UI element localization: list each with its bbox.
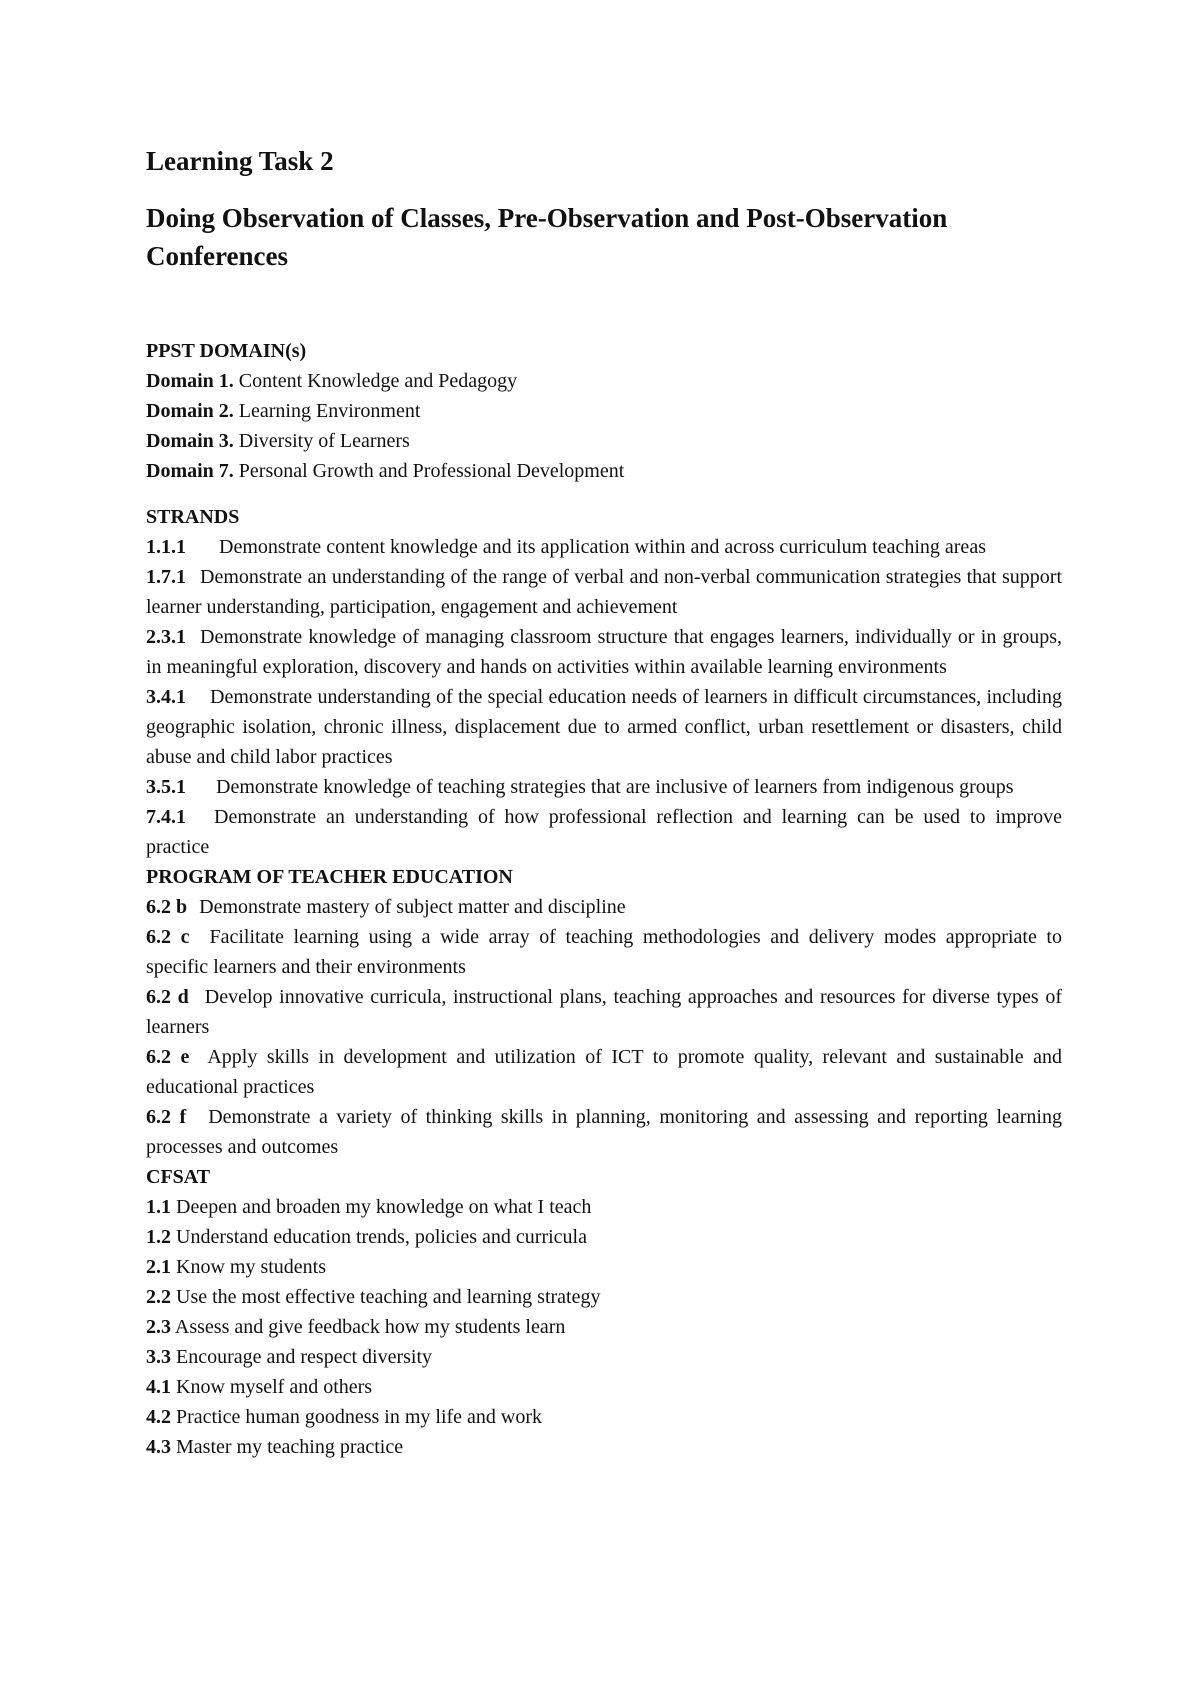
document-body: [146, 336, 1062, 1462]
cfsat-heading: CFSAT: [146, 1166, 211, 1188]
cfsat-item: [146, 1222, 1062, 1252]
cfsat-number: 2.1: [146, 1256, 171, 1278]
cfsat-item: [146, 1402, 1062, 1432]
cfsat-item: [146, 1192, 1062, 1222]
cfsat-number: 4.2: [146, 1406, 171, 1428]
cfsat-number: 1.1: [146, 1196, 171, 1218]
cfsat-number: 4.1: [146, 1376, 171, 1398]
cfsat-item: [146, 1282, 1062, 1312]
cfsat-item: [146, 1342, 1062, 1372]
page-title: Learning Task 2: [146, 146, 334, 176]
cfsat-item: [146, 1432, 1062, 1462]
program-number: 6.2 e: [146, 1046, 190, 1068]
domain-text: Learning Environment: [238, 400, 421, 422]
program-item: [146, 1042, 1062, 1102]
strand-text: Demonstrate knowledge of teaching strategies that are inclusive of learners from indigenous groups: [216, 776, 1014, 798]
cfsat-item: [146, 1312, 1062, 1342]
strand-item: [146, 682, 1062, 772]
cfsat-number: 2.3: [146, 1316, 171, 1338]
cfsat-text: Understand education trends, policies and curricula: [176, 1226, 587, 1248]
strand-number: 3.4.1: [146, 686, 186, 708]
program-number: 6.2 d: [146, 986, 189, 1008]
strand-text: Demonstrate knowledge of managing classroom structure that engages learners, individually or in groups, in meaningful exploration, discovery and hands on activities within available learning environments: [146, 626, 1062, 678]
program-number: 6.2 f: [146, 1106, 187, 1128]
cfsat-item: [146, 1372, 1062, 1402]
strand-number: 2.3.1: [146, 626, 186, 648]
strand-number: 1.7.1: [146, 566, 186, 588]
cfsat-item: [146, 1252, 1062, 1282]
cfsat-text: Encourage and respect diversity: [176, 1346, 433, 1368]
strands-heading: STRANDS: [146, 506, 240, 528]
domain-text: Content Knowledge and Pedagogy: [238, 370, 518, 392]
program-heading: PROGRAM OF TEACHER EDUCATION: [146, 866, 513, 888]
cfsat-text: Deepen and broaden my knowledge on what I teach: [176, 1196, 592, 1218]
cfsat-text: Assess and give feedback how my students learn: [174, 1316, 566, 1338]
cfsat-text: Use the most effective teaching and learning strategy: [176, 1286, 601, 1308]
domain-text: Diversity of Learners: [238, 430, 410, 452]
program-item: [146, 922, 1062, 982]
program-number: 6.2 c: [146, 926, 190, 948]
program-item: [146, 1102, 1062, 1162]
strand-number: 3.5.1: [146, 776, 186, 798]
strand-text: Demonstrate an understanding of the range of verbal and non-verbal communication strategies that support learner understanding, participation, engagement and achievement: [146, 566, 1062, 618]
strand-item: [146, 532, 1062, 562]
strand-number: 7.4.1: [146, 806, 186, 828]
strand-number: 1.1.1: [146, 536, 186, 558]
strand-item: [146, 562, 1062, 622]
program-text: Demonstrate mastery of subject matter and discipline: [199, 896, 626, 918]
domain-item: [146, 366, 1062, 396]
cfsat-number: 2.2: [146, 1286, 171, 1308]
strand-item: [146, 802, 1062, 862]
program-text: Develop innovative curricula, instructional plans, teaching approaches and resources for diverse types of learners: [146, 986, 1063, 1038]
strand-item: [146, 772, 1062, 802]
cfsat-text: Know my students: [176, 1256, 326, 1278]
cfsat-text: Master my teaching practice: [176, 1436, 404, 1458]
domain-label: Domain 2.: [146, 400, 234, 422]
cfsat-text: Practice human goodness in my life and work: [176, 1406, 543, 1428]
strand-text: Demonstrate content knowledge and its application within and across curriculum teaching areas: [219, 536, 986, 558]
domain-label: Domain 3.: [146, 430, 234, 452]
domain-label: Domain 7.: [146, 460, 234, 482]
program-text: Demonstrate a variety of thinking skills in planning, monitoring and assessing and reporting learning processes and outcomes: [146, 1106, 1062, 1158]
domain-text: Personal Growth and Professional Development: [238, 460, 625, 482]
cfsat-text: Know myself and others: [176, 1376, 373, 1398]
cfsat-number: 4.3: [146, 1436, 171, 1458]
page-subtitle: Doing Observation of Classes, Pre-Observation and Post-Observation Conferences: [146, 203, 948, 271]
domain-item: [146, 426, 1062, 456]
domain-item: [146, 396, 1062, 426]
strand-item: [146, 622, 1062, 682]
strand-text: Demonstrate an understanding of how professional reflection and learning can be used to improve practice: [146, 806, 1062, 858]
domain-label: Domain 1.: [146, 370, 234, 392]
cfsat-number: 1.2: [146, 1226, 171, 1248]
program-text: Facilitate learning using a wide array of teaching methodologies and delivery modes appropriate to specific learners and their environments: [146, 926, 1062, 978]
cfsat-number: 3.3: [146, 1346, 171, 1368]
ppst-heading: PPST DOMAIN(s): [146, 340, 307, 362]
program-number: 6.2 b: [146, 896, 188, 918]
program-item: [146, 892, 1062, 922]
program-item: [146, 982, 1062, 1042]
domain-item: [146, 456, 1062, 486]
program-text: Apply skills in development and utilization of ICT to promote quality, relevant and sustainable and educational practices: [146, 1046, 1062, 1098]
strand-text: Demonstrate understanding of the special education needs of learners in difficult circumstances, including geographic isolation, chronic illness, displacement due to armed conflict, urban resettlement or disasters, child abuse and child labor practices: [146, 686, 1062, 768]
